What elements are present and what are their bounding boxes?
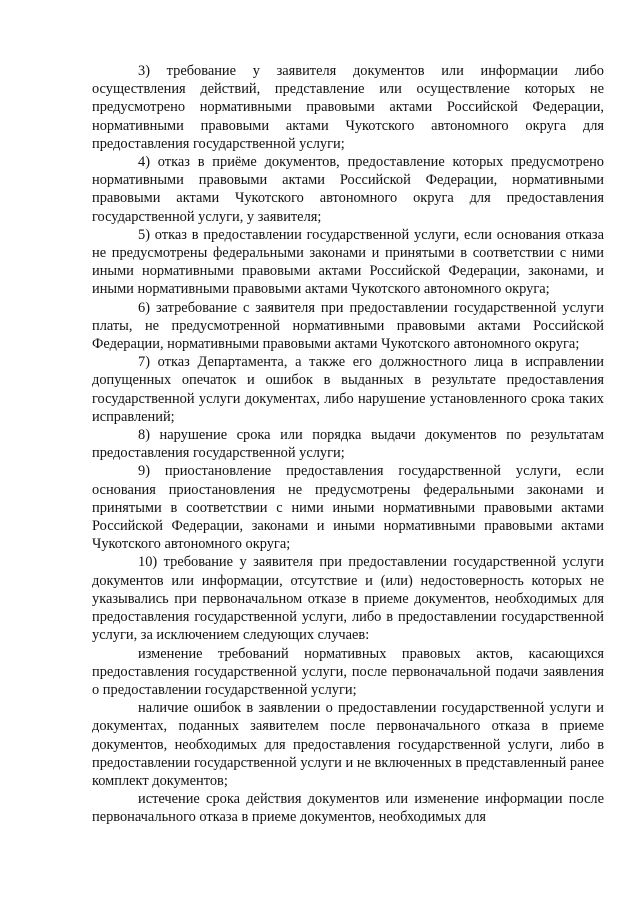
document-page (92, 62, 604, 827)
paragraph-exception-errors-in-application: наличие ошибок в заявлении о предоставлении государственной услуги и документах, поданных заявителем после первоначального отказа в приеме документов, необходимых для предоставления государственной услуги, либо в предоставлении государственной услуги и не включенных в представленный ранее комплект документов; (92, 700, 604, 789)
paragraph-exception-requirements-change: изменение требований нормативных правовых актов, касающихся предоставления государственной услуги, после первоначальной подачи заявления о предоставлении государственной услуги; (92, 645, 604, 698)
paragraph-exception-document-expiry: истечение срока действия документов или изменение информации после первоначального отказа в приеме документов, необходимых для (92, 791, 604, 826)
paragraph-item-3: 3) требование у заявителя документов или информации либо осуществления действий, представление или осуществление которых не предусмотрено нормативными правовыми актами Российской Федерации, нормативными правовыми актами Чукотского автономного округа для предоставления государственной услуги; (92, 63, 604, 152)
paragraph-item-5: 5) отказ в предоставлении государственной услуги, если основания отказа не предусмотрены федеральными законами и принятыми в соответствии с ними иными нормативными правовыми актами Российской Федерации, законами, и иными нормативными правовыми актами Чукотского автономного округа; (92, 226, 604, 298)
paragraph-item-7: 7) отказ Департамента, а также его должностного лица в исправлении допущенных опечаток и ошибок в выданных в результате предоставления государственной услуги документах, либо нарушение установленного срока таких исправлений; (92, 354, 604, 425)
paragraph-item-4: 4) отказ в приёме документов, предоставление которых предусмотрено нормативными правовыми актами Российской Федерации, нормативными правовыми актами Чукотского автономного округа для предоставления государственной услуги, у заявителя; (92, 154, 604, 225)
paragraph-item-9: 9) приостановление предоставления государственной услуги, если основания приостановления не предусмотрены федеральными законами и принятыми в соответствии с ними иными нормативными правовыми актами Российской Федерации, законами и иными нормативными правовыми актами Чукотского автономного округа; (92, 463, 604, 553)
paragraph-item-10: 10) требование у заявителя при предоставлении государственной услуги документов или информации, отсутствие и (или) недостоверность которых не указывались при первоначальном отказе в приеме документов, необходимых для предоставления государственной услуги, либо в предоставлении государственной услуги, за исключением следующих случаев: (92, 554, 604, 644)
paragraph-item-8: 8) нарушение срока или порядка выдачи документов по результатам предоставления государственной услуги; (92, 427, 604, 462)
paragraph-item-6: 6) затребование с заявителя при предоставлении государственной услуги платы, не предусмотренной нормативными правовыми актами Российской Федерации, нормативными правовыми актами Чукотского автономного округа; (92, 299, 604, 353)
